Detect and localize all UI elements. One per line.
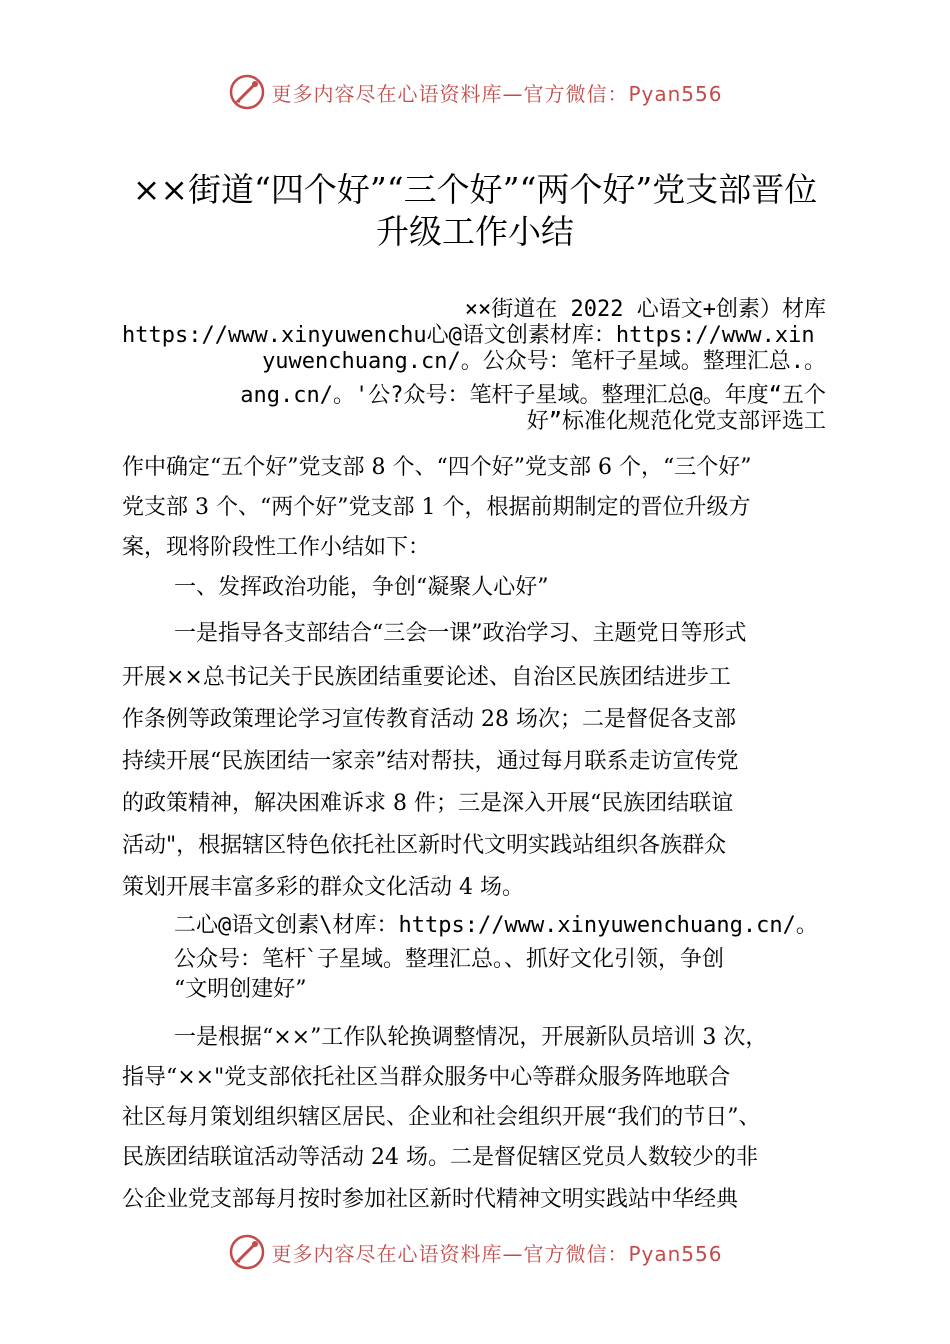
body-line: 作条例等政策理论学习宣传教育活动 28 场次；二是督促各支部 (122, 707, 736, 732)
body-line: 活动"，根据辖区特色依托社区新时代文明实践站组织各族群众 (122, 833, 727, 858)
body-line: 指导“××"党支部依托社区当群众服务中心等群众服务阵地联合 (122, 1065, 731, 1090)
watermark-text: 更多内容尽在心语资料库—官方微信：Pyan556 (271, 81, 723, 106)
body-line: 公企业党支部每月按时参加社区新时代精神文明实践站中华经典 (122, 1187, 739, 1212)
page-title-line-2: 升级工作小结 (376, 212, 574, 251)
body-line: 策划开展丰富多彩的群众文化活动 4 场。 (122, 875, 524, 900)
body-line: 作中确定“五个好”党支部 8 个、“四个好”党支部 6 个，“三个好” (122, 455, 752, 480)
header-line-4: ang.cn/。'公?众号：笔杆子星域。整理汇总@。年度“五个 (240, 383, 826, 408)
watermark-banner-top (0, 70, 950, 114)
body-line: 持续开展“民族团结一家亲”结对帮扶，通过每月联系走访宣传党 (122, 749, 739, 774)
section-heading-1: 一、发挥政治功能，争创“凝聚人心好” (174, 575, 549, 600)
section-heading-2: 二心@语文创素\材库：https://www.xinyuwenchuang.cn/。 (174, 913, 818, 938)
body-line: 开展××总书记关于民族团结重要论述、自治区民族团结进步工 (122, 665, 731, 690)
body-line: 民族团结联谊活动等活动 24 场。二是督促辖区党员人数较少的非 (122, 1145, 758, 1170)
body-line: 党支部 3 个、“两个好”党支部 1 个，根据前期制定的晋位升级方 (122, 495, 751, 520)
brush-logo-icon (227, 72, 267, 112)
body-line: 社区每月策划组织辖区居民、企业和社会组织开展“我们的节日”、 (122, 1105, 761, 1130)
body-line: 一是指导各支部结合“三会一课”政治学习、主题党日等形式 (174, 621, 747, 646)
body-line: 的政策精神，解决困难诉求 8 件；三是深入开展“民族团结联谊 (122, 791, 734, 816)
header-line-1: ××街道在 2022 心语文+创素）材库 (464, 297, 826, 322)
brush-logo-icon (227, 1232, 267, 1272)
header-line-3: yuwenchuang.cn/。公众号：笔杆子星域。整理汇总.。 (262, 349, 826, 374)
header-line-5: 好”标准化规范化党支部评选工 (526, 409, 826, 434)
watermark-text: 更多内容尽在心语资料库—官方微信：Pyan556 (271, 1241, 723, 1266)
body-line: “文明创建好” (174, 977, 307, 1002)
header-line-2: https://www.xinyuwenchu心@语文创素材库：https://www.xin (122, 323, 815, 348)
body-line: 案，现将阶段性工作小结如下： (122, 535, 431, 560)
watermark-banner-bottom (0, 1230, 950, 1274)
body-line: 一是根据“××”工作队轮换调整情况，开展新队员培训 3 次， (174, 1025, 768, 1050)
page-title-line-1: ××街道“四个好”“三个好”“两个好”党支部晋位 (132, 170, 818, 209)
body-line: 公众号：笔杆`子星域。整理汇总。、抓好文化引领，争创 (174, 947, 725, 972)
